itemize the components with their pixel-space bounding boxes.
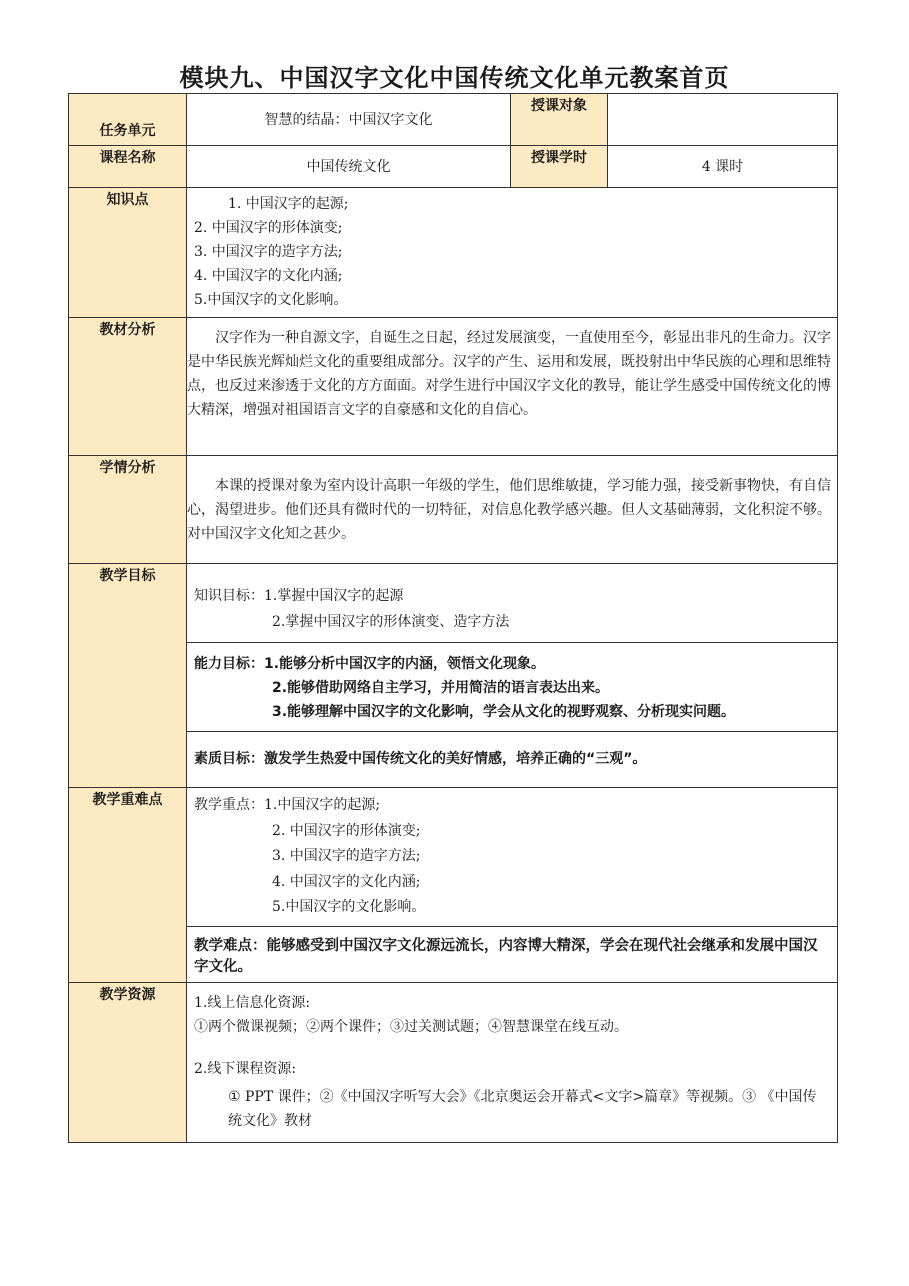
online-resources-items: ①两个微课视频；②两个课件；③过关测试题；④智慧课堂在线互动。 [194, 1019, 628, 1035]
objectives-row [69, 564, 838, 788]
knowledge-label: 知识点 [69, 188, 187, 318]
focus-content [187, 788, 838, 983]
knowledge-item: 1. 中国汉字的起源; [228, 196, 349, 212]
key-point-item: 4. 中国汉字的文化内涵; [272, 873, 421, 890]
task-unit-value: 智慧的结晶：中国汉字文化 [187, 94, 511, 146]
page-title: 模块九、中国汉字文化中国传统文化单元教案首页 [179, 64, 730, 92]
audience-value [608, 94, 838, 146]
resources-content [187, 983, 838, 1143]
knowledge-content [187, 188, 838, 318]
knowledge-item: 4. 中国汉字的文化内涵; [194, 268, 343, 284]
students-label: 学情分析 [69, 456, 187, 564]
online-resources-title: 1.线上信息化资源: [194, 995, 311, 1011]
hours-label: 授课学时 [511, 146, 608, 188]
key-points: 教学重点：1.中国汉字的起源; 2. 中国汉字的形体演变; 3. 中国汉字的造字方法; 4. 中国汉字的文化内涵; 5.中国汉字的文化影响。 [187, 788, 837, 926]
knowledge-item: 2. 中国汉字的形体演变; [194, 220, 343, 236]
offline-resources-items: ① PPT 课件；②《中国汉字听写大会》《北京奥运会开幕式<文字>篇章》等视频。③ 《中国传统文化》教材 [228, 1089, 817, 1129]
knowledge-objectives: 知识目标：1.掌握中国汉字的起源 2.掌握中国汉字的形体演变、造字方法 [187, 564, 837, 642]
focus-row [69, 788, 838, 983]
course-name-label: 课程名称 [69, 146, 187, 188]
students-row [69, 456, 838, 564]
key-point-item: 3. 中国汉字的造字方法; [272, 848, 421, 864]
course-name-value: 中国传统文化 [187, 146, 511, 188]
offline-resources-title: 2.线下课程资源: [194, 1061, 297, 1077]
focus-label: 教学重难点 [69, 788, 187, 983]
students-text: 本课的授课对象为室内设计高职一年级的学生，他们思维敏捷，学习能力强，接受新事物快，有自信心，渴望进步。他们还具有微时代的一切特征，对信息化教学感兴趣。但人文基础薄弱，文化积淀不够。对中国汉字文化知之甚少。 [187, 456, 838, 564]
ability-objective-item: 3.能够理解中国汉字的文化影响，学会从文化的视野观察、分析现实问题。 [272, 704, 736, 720]
quality-objective: 素质目标：激发学生热爱中国传统文化的美好情感，培养正确的“三观”。 [187, 731, 837, 786]
knowledge-item: 5.中国汉字的文化影响。 [194, 292, 348, 308]
task-unit-label: 任务单元 [69, 94, 187, 146]
knowledge-objective-item: 2.掌握中国汉字的形体演变、造字方法 [272, 614, 510, 630]
key-point-item: 1.中国汉字的起源; [264, 797, 381, 813]
course-name-row [69, 146, 838, 188]
key-point-item: 5.中国汉字的文化影响。 [272, 899, 426, 915]
knowledge-objective-item: 1.掌握中国汉字的起源 [264, 588, 404, 604]
resources-label: 教学资源 [69, 983, 187, 1143]
knowledge-row [69, 188, 838, 318]
hours-value: 4 课时 [608, 146, 838, 188]
material-text: 汉字作为一种自源文字，自诞生之日起，经过发展演变，一直使用至今，彰显出非凡的生命力。汉字是中华民族光辉灿烂文化的重要组成部分。汉字的产生、运用和发展，既投射出中华民族的心理和思维特点，也反过来渗透于文化的方方面面。对学生进行中国汉字文化的教导，能让学生感受中国传统文化的博大精深，增强对祖国语言文字的自豪感和文化的自信心。 [187, 318, 838, 456]
ability-objectives: 能力目标：1.能够分析中国汉字的内涵，领悟文化现象。 2.能够借助网络自主学习，并用简洁的语言表达出来。 3.能够理解中国汉字的文化影响，学会从文化的视野观察、分析现实问题。 [187, 642, 837, 731]
objectives-content [187, 564, 838, 788]
resources-row [69, 983, 838, 1143]
material-row [69, 318, 838, 456]
key-point-item: 2. 中国汉字的形体演变; [272, 822, 421, 839]
material-label: 教材分析 [69, 318, 187, 456]
task-unit-row [69, 94, 838, 146]
audience-label: 授课对象 [511, 94, 608, 146]
knowledge-item: 3. 中国汉字的造字方法; [194, 244, 343, 260]
lesson-plan-table [68, 93, 838, 1143]
ability-objective-item: 1.能够分析中国汉字的内涵，领悟文化现象。 [264, 656, 546, 672]
ability-objective-item: 2.能够借助网络自主学习，并用简洁的语言表达出来。 [272, 680, 610, 696]
objectives-label: 教学目标 [69, 564, 187, 788]
difficulty-points: 教学难点：能够感受到中国汉字文化源远流长，内容博大精深，学会在现代社会继承和发展中国汉字文化。 [187, 926, 837, 982]
